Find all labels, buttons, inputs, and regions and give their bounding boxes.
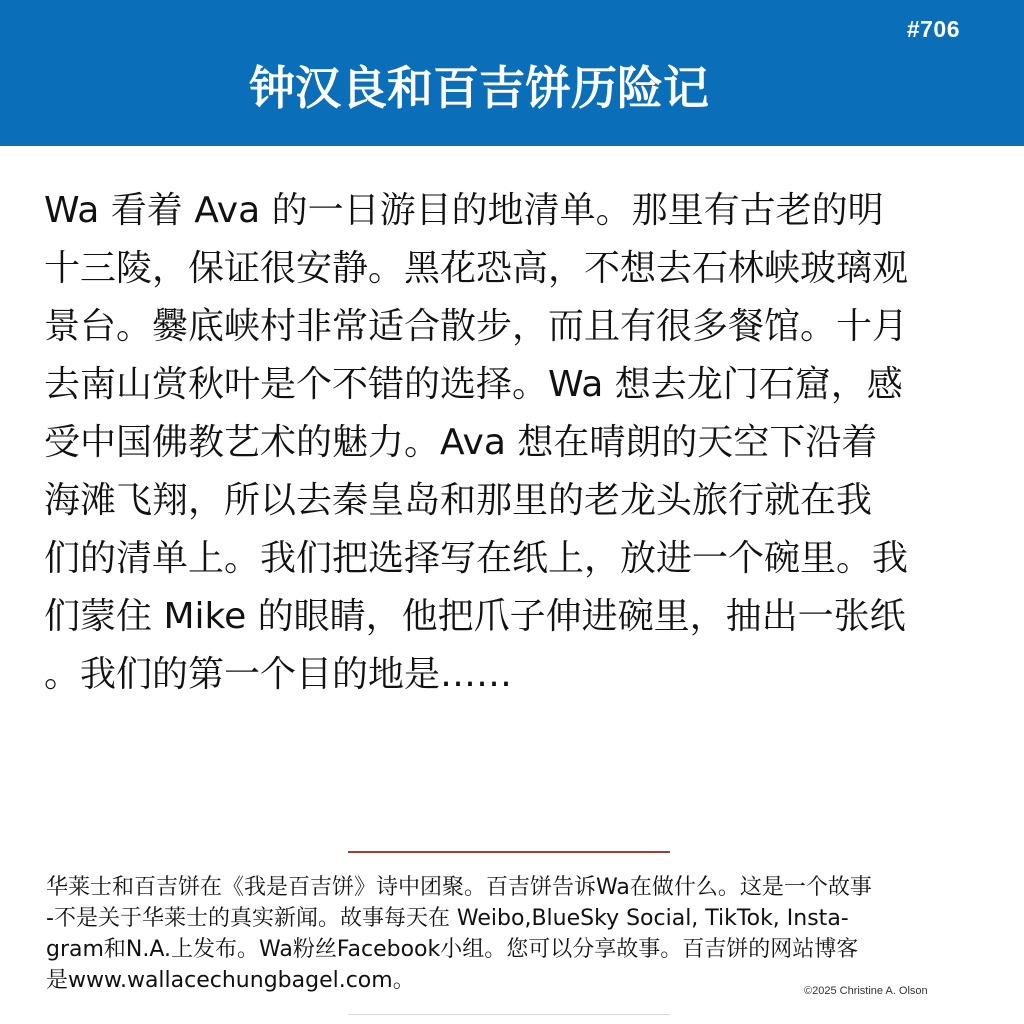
footer-note bbox=[46, 872, 986, 996]
footer-line: -不是关于华莱士的真实新闻。故事每天在 Weibo,BlueSky Social, TikTok, Insta- bbox=[46, 906, 849, 931]
story-line: 去南山赏秋叶是个不错的选择。Wa 想去龙门石窟，感 bbox=[44, 364, 903, 405]
story-line: 十三陵，保证很安静。黑花恐高，不想去石林峡玻璃观 bbox=[44, 248, 909, 289]
footer-line: gram和N.A.上发布。Wa粉丝Facebook小组。您可以分享故事。百吉饼的网站博客 bbox=[46, 937, 859, 962]
story-line: Wa 看着 Ava 的一日游目的地清单。那里有古老的明 bbox=[44, 190, 884, 231]
story-line: 受中国佛教艺术的魅力。Ava 想在晴朗的天空下沿着 bbox=[44, 422, 878, 463]
footer-line: 华莱士和百吉饼在《我是百吉饼》诗中团聚。百吉饼告诉Wa在做什么。这是一个故事 bbox=[46, 875, 872, 900]
bottom-divider bbox=[348, 1014, 670, 1015]
header-banner bbox=[0, 0, 1024, 146]
story-line: 。我们的第一个目的地是…… bbox=[44, 654, 513, 695]
copyright-notice: ©2025 Christine A. Olson bbox=[804, 985, 928, 997]
story-line: 景台。爨底峡村非常适合散步，而且有很多餐馆。十月 bbox=[44, 306, 909, 347]
story-line: 们的清单上。我们把选择写在纸上，放进一个碗里。我 bbox=[44, 538, 909, 579]
page-title: 钟汉良和百吉饼历险记 bbox=[249, 61, 709, 115]
footer-line: 是www.wallacechungbagel.com。 bbox=[46, 968, 415, 993]
story-line: 海滩飞翔，所以去秦皇岛和那里的老龙头旅行就在我 bbox=[44, 480, 873, 521]
story-text bbox=[44, 182, 984, 704]
episode-number: #706 bbox=[906, 16, 960, 42]
section-divider bbox=[348, 851, 670, 853]
story-line: 们蒙住 Mike 的眼睛，他把爪子伸进碗里，抽出一张纸 bbox=[44, 596, 906, 637]
